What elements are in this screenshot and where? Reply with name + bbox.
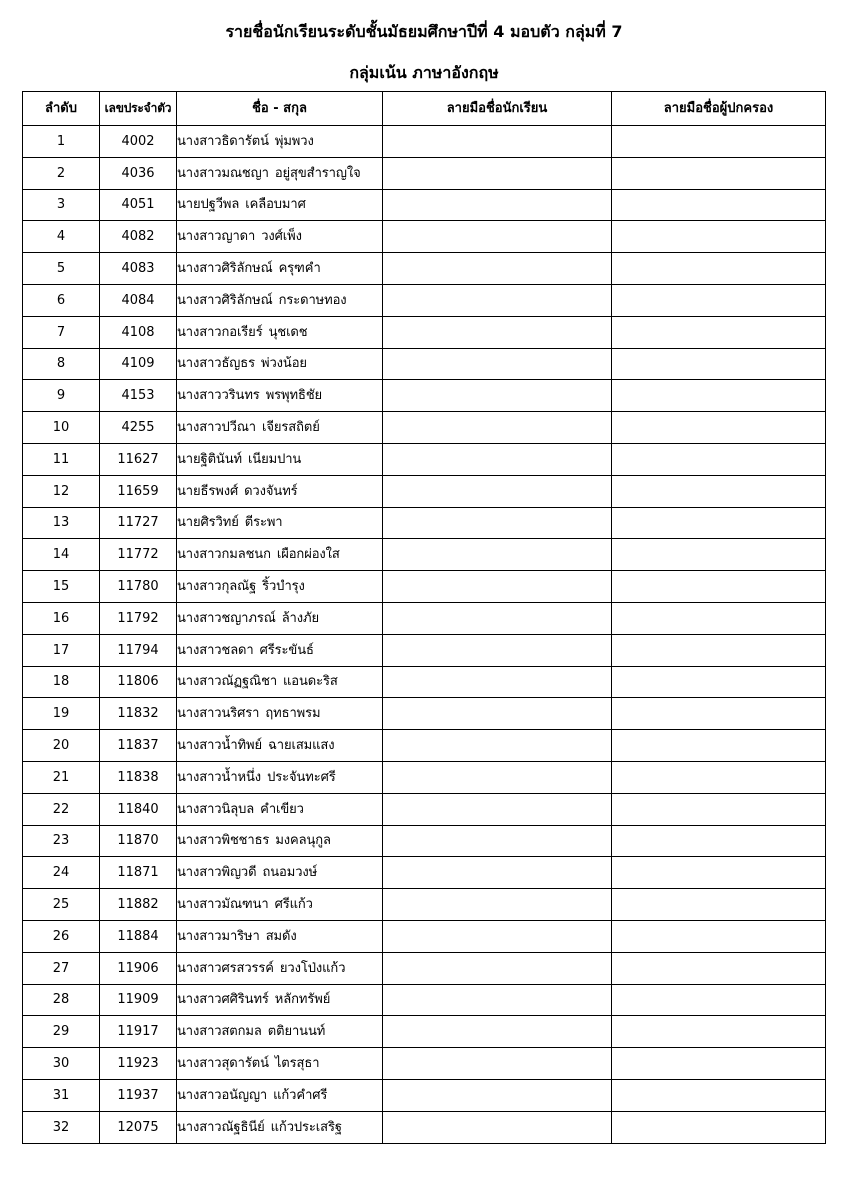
row-number: 31 (23, 1079, 100, 1111)
student-first-name: นางสาวญาดา (177, 229, 256, 245)
student-name (177, 857, 383, 889)
student-id: 4084 (100, 284, 177, 316)
parent-signature-cell[interactable] (612, 507, 826, 539)
student-id: 11871 (100, 857, 177, 889)
table-row (23, 984, 826, 1016)
student-signature-cell[interactable] (383, 602, 612, 634)
parent-signature-cell[interactable] (612, 412, 826, 444)
student-signature-cell[interactable] (383, 1016, 612, 1048)
column-header-parent-signature: ลายมือชื่อผู้ปกครอง (612, 92, 826, 126)
student-last-name: เนียมปาน (247, 451, 302, 467)
row-number: 13 (23, 507, 100, 539)
parent-signature-cell[interactable] (612, 666, 826, 698)
table-row (23, 666, 826, 698)
student-signature-cell[interactable] (383, 380, 612, 412)
parent-signature-cell[interactable] (612, 539, 826, 571)
row-number: 10 (23, 412, 100, 444)
student-last-name: ฤทธาพรม (265, 706, 321, 722)
parent-signature-cell[interactable] (612, 1079, 826, 1111)
student-name (177, 571, 383, 603)
student-roster-table (22, 91, 826, 1144)
column-header-name: ชื่อ - สกุล (177, 92, 383, 126)
student-first-name: นางสาวศิริลักษณ์ (177, 292, 273, 308)
student-last-name: ล้างภัย (281, 610, 319, 626)
parent-signature-cell[interactable] (612, 857, 826, 889)
student-id: 4051 (100, 189, 177, 221)
student-first-name: นางสาวศศิรินทร์ (177, 992, 269, 1008)
student-id: 4108 (100, 316, 177, 348)
student-name (177, 284, 383, 316)
student-name (177, 666, 383, 698)
parent-signature-cell[interactable] (612, 253, 826, 285)
parent-signature-cell[interactable] (612, 793, 826, 825)
row-number: 18 (23, 666, 100, 698)
student-last-name: ฉายเสมแสง (268, 738, 335, 754)
column-header-student-id: เลขประจำตัว (100, 92, 177, 126)
parent-signature-cell[interactable] (612, 189, 826, 221)
student-signature-cell[interactable] (383, 316, 612, 348)
table-row (23, 730, 826, 762)
student-id: 4002 (100, 126, 177, 158)
student-signature-cell[interactable] (383, 920, 612, 952)
student-first-name: นายฐิตินันท์ (177, 451, 242, 467)
student-first-name: นางสาวมัณฑนา (177, 897, 269, 913)
table-row (23, 698, 826, 730)
row-number: 29 (23, 1016, 100, 1048)
table-row (23, 126, 826, 158)
student-signature-cell[interactable] (383, 698, 612, 730)
row-number: 27 (23, 952, 100, 984)
student-name (177, 253, 383, 285)
row-number: 14 (23, 539, 100, 571)
student-id: 12075 (100, 1111, 177, 1143)
parent-signature-cell[interactable] (612, 952, 826, 984)
parent-signature-cell[interactable] (612, 920, 826, 952)
student-first-name: นางสาวชลดา (177, 642, 254, 658)
student-name (177, 412, 383, 444)
table-row (23, 1016, 826, 1048)
table-row (23, 189, 826, 221)
row-number: 4 (23, 221, 100, 253)
student-last-name: ศรีระขันธ์ (259, 642, 314, 658)
student-name (177, 348, 383, 380)
student-name (177, 316, 383, 348)
student-last-name: สมดัง (265, 928, 297, 944)
page-subtitle: กลุ่มเน้น ภาษาอังกฤษ (349, 63, 499, 82)
student-first-name: นางสาวสตกมล (177, 1024, 262, 1040)
student-name (177, 380, 383, 412)
student-first-name: นางสาวศิริลักษณ์ (177, 261, 273, 277)
row-number: 12 (23, 475, 100, 507)
student-last-name: กระดาษทอง (278, 292, 347, 308)
student-signature-cell[interactable] (383, 412, 612, 444)
student-id: 11923 (100, 1048, 177, 1080)
student-last-name: ตติยานนท์ (267, 1024, 326, 1040)
parent-signature-cell[interactable] (612, 889, 826, 921)
row-number: 21 (23, 761, 100, 793)
student-id: 11937 (100, 1079, 177, 1111)
student-signature-cell[interactable] (383, 666, 612, 698)
parent-signature-cell[interactable] (612, 1111, 826, 1143)
student-last-name: คำเขียว (260, 801, 304, 817)
table-row (23, 889, 826, 921)
parent-signature-cell[interactable] (612, 284, 826, 316)
student-first-name: นางสาวนริศรา (177, 706, 260, 722)
table-row (23, 380, 826, 412)
student-first-name: นางสาวธัญธร (177, 356, 255, 372)
parent-signature-cell[interactable] (612, 634, 826, 666)
parent-signature-cell[interactable] (612, 1048, 826, 1080)
student-id: 11909 (100, 984, 177, 1016)
student-last-name: ตีระพา (244, 515, 283, 531)
table-row (23, 412, 826, 444)
parent-signature-cell[interactable] (612, 443, 826, 475)
row-number: 23 (23, 825, 100, 857)
student-name (177, 126, 383, 158)
row-number: 15 (23, 571, 100, 603)
parent-signature-cell[interactable] (612, 475, 826, 507)
student-id: 11780 (100, 571, 177, 603)
student-name (177, 221, 383, 253)
student-signature-cell[interactable] (383, 475, 612, 507)
student-signature-cell[interactable] (383, 889, 612, 921)
student-id: 11870 (100, 825, 177, 857)
row-number: 26 (23, 920, 100, 952)
student-first-name: นางสาวณัฏฐณิชา (177, 674, 278, 690)
row-number: 25 (23, 889, 100, 921)
student-name (177, 889, 383, 921)
student-signature-cell[interactable] (383, 761, 612, 793)
student-name (177, 157, 383, 189)
student-id: 11917 (100, 1016, 177, 1048)
student-id: 11727 (100, 507, 177, 539)
table-row (23, 952, 826, 984)
student-first-name: นางสาวอนัญญา (177, 1087, 268, 1103)
student-last-name: เคลือบมาศ (245, 197, 306, 213)
row-number: 20 (23, 730, 100, 762)
student-first-name: นางสาวกุลณัฐ (177, 579, 257, 595)
parent-signature-cell[interactable] (612, 126, 826, 158)
parent-signature-cell[interactable] (612, 698, 826, 730)
table-row (23, 539, 826, 571)
student-last-name: ครุฑคำ (278, 261, 321, 277)
parent-signature-cell[interactable] (612, 1016, 826, 1048)
student-last-name: ยวงโป่งแก้ว (279, 960, 346, 976)
row-number: 1 (23, 126, 100, 158)
student-last-name: นุชเดช (268, 324, 308, 340)
student-last-name: อยู่สุขสำราญใจ (274, 165, 361, 181)
parent-signature-cell[interactable] (612, 602, 826, 634)
student-name (177, 475, 383, 507)
table-row (23, 443, 826, 475)
student-first-name: นางสาววรินทร (177, 388, 260, 404)
table-row (23, 1048, 826, 1080)
student-last-name: ดวงจันทร์ (244, 483, 298, 499)
row-number: 3 (23, 189, 100, 221)
student-signature-cell[interactable] (383, 443, 612, 475)
student-name (177, 730, 383, 762)
student-last-name: แก้วคำศรี (273, 1087, 328, 1103)
student-name (177, 920, 383, 952)
row-number: 32 (23, 1111, 100, 1143)
table-row (23, 221, 826, 253)
student-id: 11772 (100, 539, 177, 571)
student-last-name: ประจันทะศรี (267, 769, 336, 785)
student-first-name: นางสาวณัฐธินีย์ (177, 1119, 265, 1135)
student-signature-cell[interactable] (383, 189, 612, 221)
table-row (23, 1111, 826, 1143)
student-name (177, 793, 383, 825)
student-last-name: ริ้วบำรุง (262, 579, 305, 595)
student-name (177, 443, 383, 475)
student-last-name: ไตรสุธา (274, 1056, 320, 1071)
row-number: 24 (23, 857, 100, 889)
student-signature-cell[interactable] (383, 348, 612, 380)
student-name (177, 1048, 383, 1080)
row-number: 5 (23, 253, 100, 285)
student-first-name: นายธีรพงศ์ (177, 483, 239, 499)
student-id: 11806 (100, 666, 177, 698)
student-id: 4109 (100, 348, 177, 380)
table-row (23, 571, 826, 603)
student-signature-cell[interactable] (383, 157, 612, 189)
student-name (177, 984, 383, 1016)
student-first-name: นางสาวธิดารัตน์ (177, 133, 269, 149)
student-last-name: วงศ์เพ็ง (261, 229, 302, 245)
student-last-name: เผือกผ่องใส (276, 547, 340, 563)
student-first-name: นางสาวมาริษา (177, 928, 260, 944)
student-id: 11832 (100, 698, 177, 730)
student-first-name: นายศิรวิทย์ (177, 515, 239, 531)
table-row (23, 507, 826, 539)
student-first-name: นางสาวศรสวรรค์ (177, 960, 274, 976)
header-row (23, 92, 826, 126)
row-number: 6 (23, 284, 100, 316)
student-id: 4083 (100, 253, 177, 285)
row-number: 2 (23, 157, 100, 189)
student-id: 4255 (100, 412, 177, 444)
student-last-name: หลักทรัพย์ (274, 992, 331, 1008)
student-signature-cell[interactable] (383, 1048, 612, 1080)
parent-signature-cell[interactable] (612, 761, 826, 793)
student-first-name: นายปฐวีพล (177, 197, 240, 213)
student-id: 11837 (100, 730, 177, 762)
student-signature-cell[interactable] (383, 793, 612, 825)
student-name (177, 634, 383, 666)
student-first-name: นางสาวสุดารัตน์ (177, 1056, 269, 1071)
table-row (23, 857, 826, 889)
student-id: 11906 (100, 952, 177, 984)
student-first-name: นางสาวมณชญา (177, 165, 269, 181)
table-row (23, 761, 826, 793)
page-title: รายชื่อนักเรียนระดับชั้นมัธยมศึกษาปีที่ 4 มอบตัว กลุ่มที่ 7 (225, 22, 623, 41)
table-row (23, 284, 826, 316)
student-last-name: เจียรสถิตย์ (261, 420, 320, 436)
student-signature-cell[interactable] (383, 952, 612, 984)
student-signature-cell[interactable] (383, 825, 612, 857)
table-row (23, 602, 826, 634)
student-last-name: ศรีแก้ว (274, 897, 313, 913)
student-signature-cell[interactable] (383, 1079, 612, 1111)
student-id: 11882 (100, 889, 177, 921)
student-signature-cell[interactable] (383, 730, 612, 762)
student-last-name: พุ่มพวง (274, 133, 314, 149)
student-last-name: แอนดะริส (283, 674, 338, 690)
student-name (177, 539, 383, 571)
table-row (23, 348, 826, 380)
row-number: 19 (23, 698, 100, 730)
student-id: 11794 (100, 634, 177, 666)
row-number: 28 (23, 984, 100, 1016)
student-last-name: ถนอมวงษ์ (262, 865, 318, 881)
student-name (177, 952, 383, 984)
parent-signature-cell[interactable] (612, 730, 826, 762)
student-first-name: นางสาวกมลชนก (177, 547, 271, 563)
table-row (23, 253, 826, 285)
student-signature-cell[interactable] (383, 571, 612, 603)
student-first-name: นางสาวน้ำทิพย์ (177, 738, 263, 754)
row-number: 8 (23, 348, 100, 380)
student-signature-cell[interactable] (383, 857, 612, 889)
parent-signature-cell[interactable] (612, 571, 826, 603)
student-id: 4153 (100, 380, 177, 412)
student-signature-cell[interactable] (383, 1111, 612, 1143)
student-signature-cell[interactable] (383, 221, 612, 253)
parent-signature-cell[interactable] (612, 984, 826, 1016)
row-number: 17 (23, 634, 100, 666)
parent-signature-cell[interactable] (612, 221, 826, 253)
row-number: 22 (23, 793, 100, 825)
student-id: 11838 (100, 761, 177, 793)
column-header-no: ลำดับ (23, 92, 100, 126)
student-id: 11659 (100, 475, 177, 507)
student-last-name: แก้วประเสริฐ (270, 1119, 342, 1135)
student-signature-cell[interactable] (383, 253, 612, 285)
table-row (23, 475, 826, 507)
student-signature-cell[interactable] (383, 126, 612, 158)
column-header-student-signature: ลายมือชื่อนักเรียน (383, 92, 612, 126)
parent-signature-cell[interactable] (612, 380, 826, 412)
student-id: 11884 (100, 920, 177, 952)
table-row (23, 825, 826, 857)
student-name (177, 1079, 383, 1111)
parent-signature-cell[interactable] (612, 825, 826, 857)
student-id: 4082 (100, 221, 177, 253)
student-name (177, 1016, 383, 1048)
student-first-name: นางสาวกอเรียร์ (177, 324, 263, 340)
student-signature-cell[interactable] (383, 284, 612, 316)
table-row (23, 316, 826, 348)
student-signature-cell[interactable] (383, 539, 612, 571)
student-name (177, 825, 383, 857)
row-number: 7 (23, 316, 100, 348)
row-number: 30 (23, 1048, 100, 1080)
student-first-name: นางสาวพิญวดี (177, 865, 257, 881)
table-row (23, 634, 826, 666)
student-id: 11792 (100, 602, 177, 634)
student-name (177, 1111, 383, 1143)
student-first-name: นางสาวพิชชาธร (177, 833, 270, 849)
student-id: 11627 (100, 443, 177, 475)
student-first-name: นางสาวนิลุบล (177, 801, 255, 817)
parent-signature-cell[interactable] (612, 348, 826, 380)
student-signature-cell[interactable] (383, 507, 612, 539)
student-name (177, 698, 383, 730)
student-signature-cell[interactable] (383, 634, 612, 666)
student-name (177, 602, 383, 634)
row-number: 9 (23, 380, 100, 412)
student-last-name: พ่วงน้อย (261, 356, 307, 372)
student-name (177, 507, 383, 539)
table-row (23, 1079, 826, 1111)
table-row (23, 793, 826, 825)
table-header (23, 92, 826, 126)
parent-signature-cell[interactable] (612, 316, 826, 348)
table-body (23, 126, 826, 1144)
table-row (23, 920, 826, 952)
row-number: 11 (23, 443, 100, 475)
student-first-name: นางสาวชญาภรณ์ (177, 610, 276, 626)
parent-signature-cell[interactable] (612, 157, 826, 189)
student-signature-cell[interactable] (383, 984, 612, 1016)
table-row (23, 157, 826, 189)
row-number: 16 (23, 602, 100, 634)
student-last-name: พรพุทธิชัย (265, 388, 323, 404)
student-name (177, 761, 383, 793)
student-id: 4036 (100, 157, 177, 189)
student-name (177, 189, 383, 221)
student-first-name: นางสาวน้ำหนึ่ง (177, 769, 262, 785)
student-id: 11840 (100, 793, 177, 825)
student-last-name: มงคลนุกูล (275, 833, 331, 849)
student-first-name: นางสาวปวีณา (177, 420, 256, 436)
